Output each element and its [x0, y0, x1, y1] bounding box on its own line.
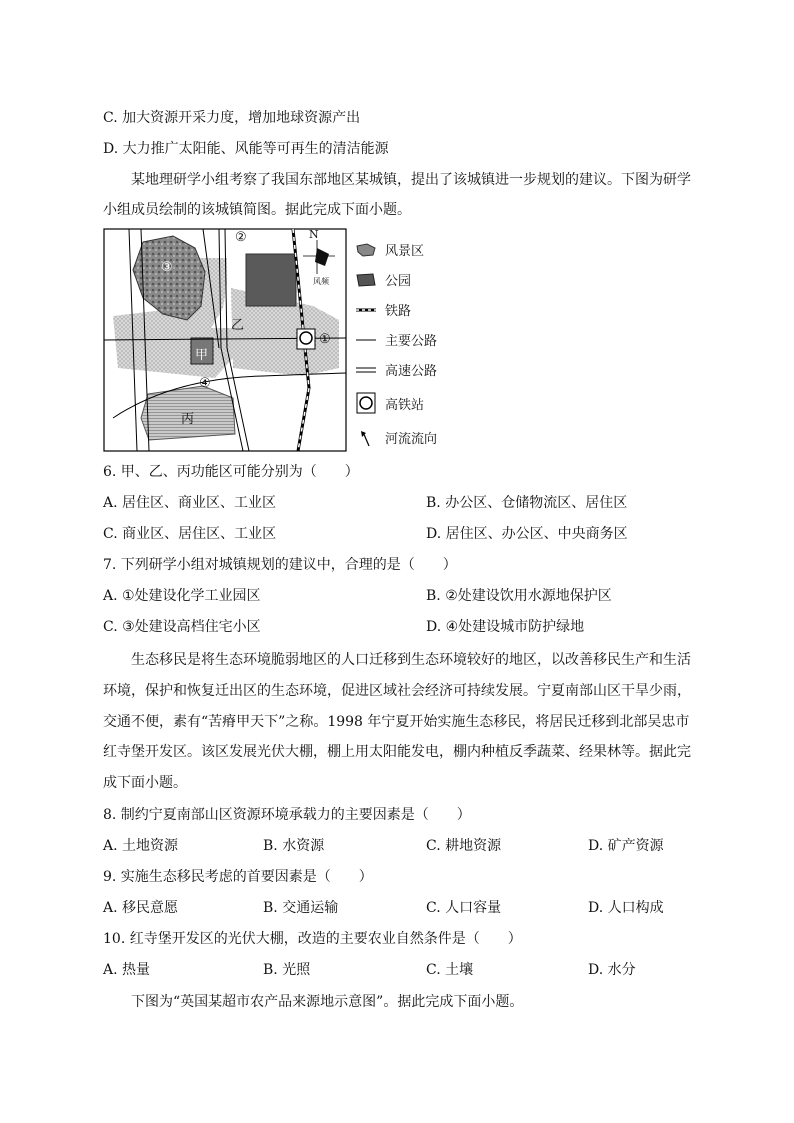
river-flow-arrow-icon: [355, 429, 377, 447]
passage3-line1: 下图为“英国某超市农产品来源地示意图”。据此完成下面小题。: [131, 994, 524, 1010]
passage1-line2: 小组成员绘制的该城镇简图。据此完成下面小题。: [103, 202, 411, 218]
legend-label-river-flow: 河流流向: [385, 432, 438, 447]
legend-main-road: [355, 330, 437, 349]
q9-option-d[interactable]: D. 人口构成: [588, 900, 664, 916]
legend-label-park: 公园: [385, 274, 412, 289]
q8-option-b[interactable]: B. 水资源: [263, 838, 325, 854]
q8-option-d[interactable]: D. 矿产资源: [588, 838, 664, 854]
passage2-line3: 交通不便，素有“苦瘠甲天下”之称。1998 年宁夏开始实施生态移民，将居民迁移到北部吴忠市: [103, 714, 690, 730]
location-3-label: ③: [161, 260, 173, 275]
legend-station: [355, 392, 424, 414]
location-1-label: ①: [319, 332, 331, 347]
legend-park: [355, 270, 411, 289]
q8-option-c[interactable]: C. 耕地资源: [426, 838, 502, 854]
q6-option-c[interactable]: C. 商业区、居住区、工业区: [103, 526, 277, 542]
north-label: N: [309, 228, 319, 241]
legend-label-station: 高铁站: [385, 397, 425, 413]
option-d-prev: D. 大力推广太阳能、风能等可再生的清洁能源: [103, 141, 389, 157]
q10-option-d[interactable]: D. 水分: [588, 962, 636, 978]
zone-jia-label: 甲: [195, 348, 209, 363]
q9-option-c[interactable]: C. 人口容量: [426, 900, 502, 916]
legend-label-scenic: 风景区: [385, 244, 425, 259]
legend-label-railway: 铁路: [385, 304, 412, 319]
legend-railway: [355, 300, 411, 319]
legend-expressway: [355, 360, 437, 379]
q6-option-b[interactable]: B. 办公区、仓储物流区、居住区: [426, 495, 628, 511]
location-4-label: ④: [199, 376, 211, 391]
passage2-line5: 成下面小题。: [103, 775, 187, 791]
q7-option-c[interactable]: C. ③处建设高档住宅小区: [103, 619, 261, 635]
legend-scenic: [355, 240, 424, 259]
q8-option-a[interactable]: A. 土地资源: [103, 838, 179, 854]
q10-option-b[interactable]: B. 光照: [263, 962, 311, 978]
legend-river-flow: [355, 428, 437, 447]
q7-option-d[interactable]: D. ④处建设城市防护绿地: [426, 619, 585, 635]
q9-stem: 9. 实施生态移民考虑的首要因素是（ ）: [103, 869, 373, 885]
park-icon: [355, 273, 377, 287]
q10-option-c[interactable]: C. 土壤: [426, 962, 474, 978]
expressway-icon: [355, 363, 377, 377]
high-speed-rail-station-icon: [355, 392, 377, 414]
scenic-area-icon: [355, 243, 377, 257]
legend-label-expressway: 高速公路: [385, 364, 438, 379]
park-area: [246, 254, 296, 306]
q9-option-b[interactable]: B. 交通运输: [263, 900, 339, 916]
q8-stem: 8. 制约宁夏南部山区资源环境承载力的主要因素是（ ）: [103, 807, 471, 823]
q10-stem: 10. 红寺堡开发区的光伏大棚，改造的主要农业自然条件是（ ）: [103, 931, 522, 947]
option-c-prev: C. 加大资源开采力度，增加地球资源产出: [103, 110, 361, 126]
legend-label-main-road: 主要公路: [385, 334, 438, 349]
railway-icon: [355, 303, 377, 317]
zone-bing-label: 丙: [181, 412, 195, 427]
q6-option-d[interactable]: D. 居住区、办公区、中央商务区: [426, 526, 628, 542]
q9-option-a[interactable]: A. 移民意愿: [103, 900, 179, 916]
passage2-line1: 生态移民是将生态环境脆弱地区的人口迁移到生态环境较好的地区，以改善移民生产和生活: [131, 652, 691, 668]
wind-frequency-label: 风频: [313, 277, 329, 286]
q7-option-a[interactable]: A. ①处建设化学工业园区: [103, 588, 261, 604]
q7-option-b[interactable]: B. ②处建设饮用水源地保护区: [426, 588, 612, 604]
map-legend: [355, 234, 475, 454]
q10-option-a[interactable]: A. 热量: [103, 962, 151, 978]
zone-yi-label: 乙: [231, 318, 245, 333]
location-2-label: ②: [235, 230, 247, 245]
passage2-line4: 红寺堡开发区。该区发展光伏大棚，棚上用太阳能发电，棚内种植反季蔬菜、经果林等。据此完: [103, 744, 691, 760]
q6-stem: 6. 甲、乙、丙功能区可能分别为（ ）: [103, 464, 359, 480]
q7-stem: 7. 下列研学小组对城镇规划的建议中，合理的是（ ）: [103, 557, 457, 573]
passage2-line2: 环境，保护和恢复迁出区的生态环境，促进区域社会经济可持续发展。宁夏南部山区干旱少雨，: [103, 683, 691, 699]
town-sketch-map: [103, 228, 347, 452]
q6-option-a[interactable]: A. 居住区、商业区、工业区: [103, 495, 277, 511]
passage1-line1: 某地理研学小组考察了我国东部地区某城镇，提出了该城镇进一步规划的建议。下图为研学: [131, 172, 691, 188]
main-road-icon: [355, 333, 377, 347]
